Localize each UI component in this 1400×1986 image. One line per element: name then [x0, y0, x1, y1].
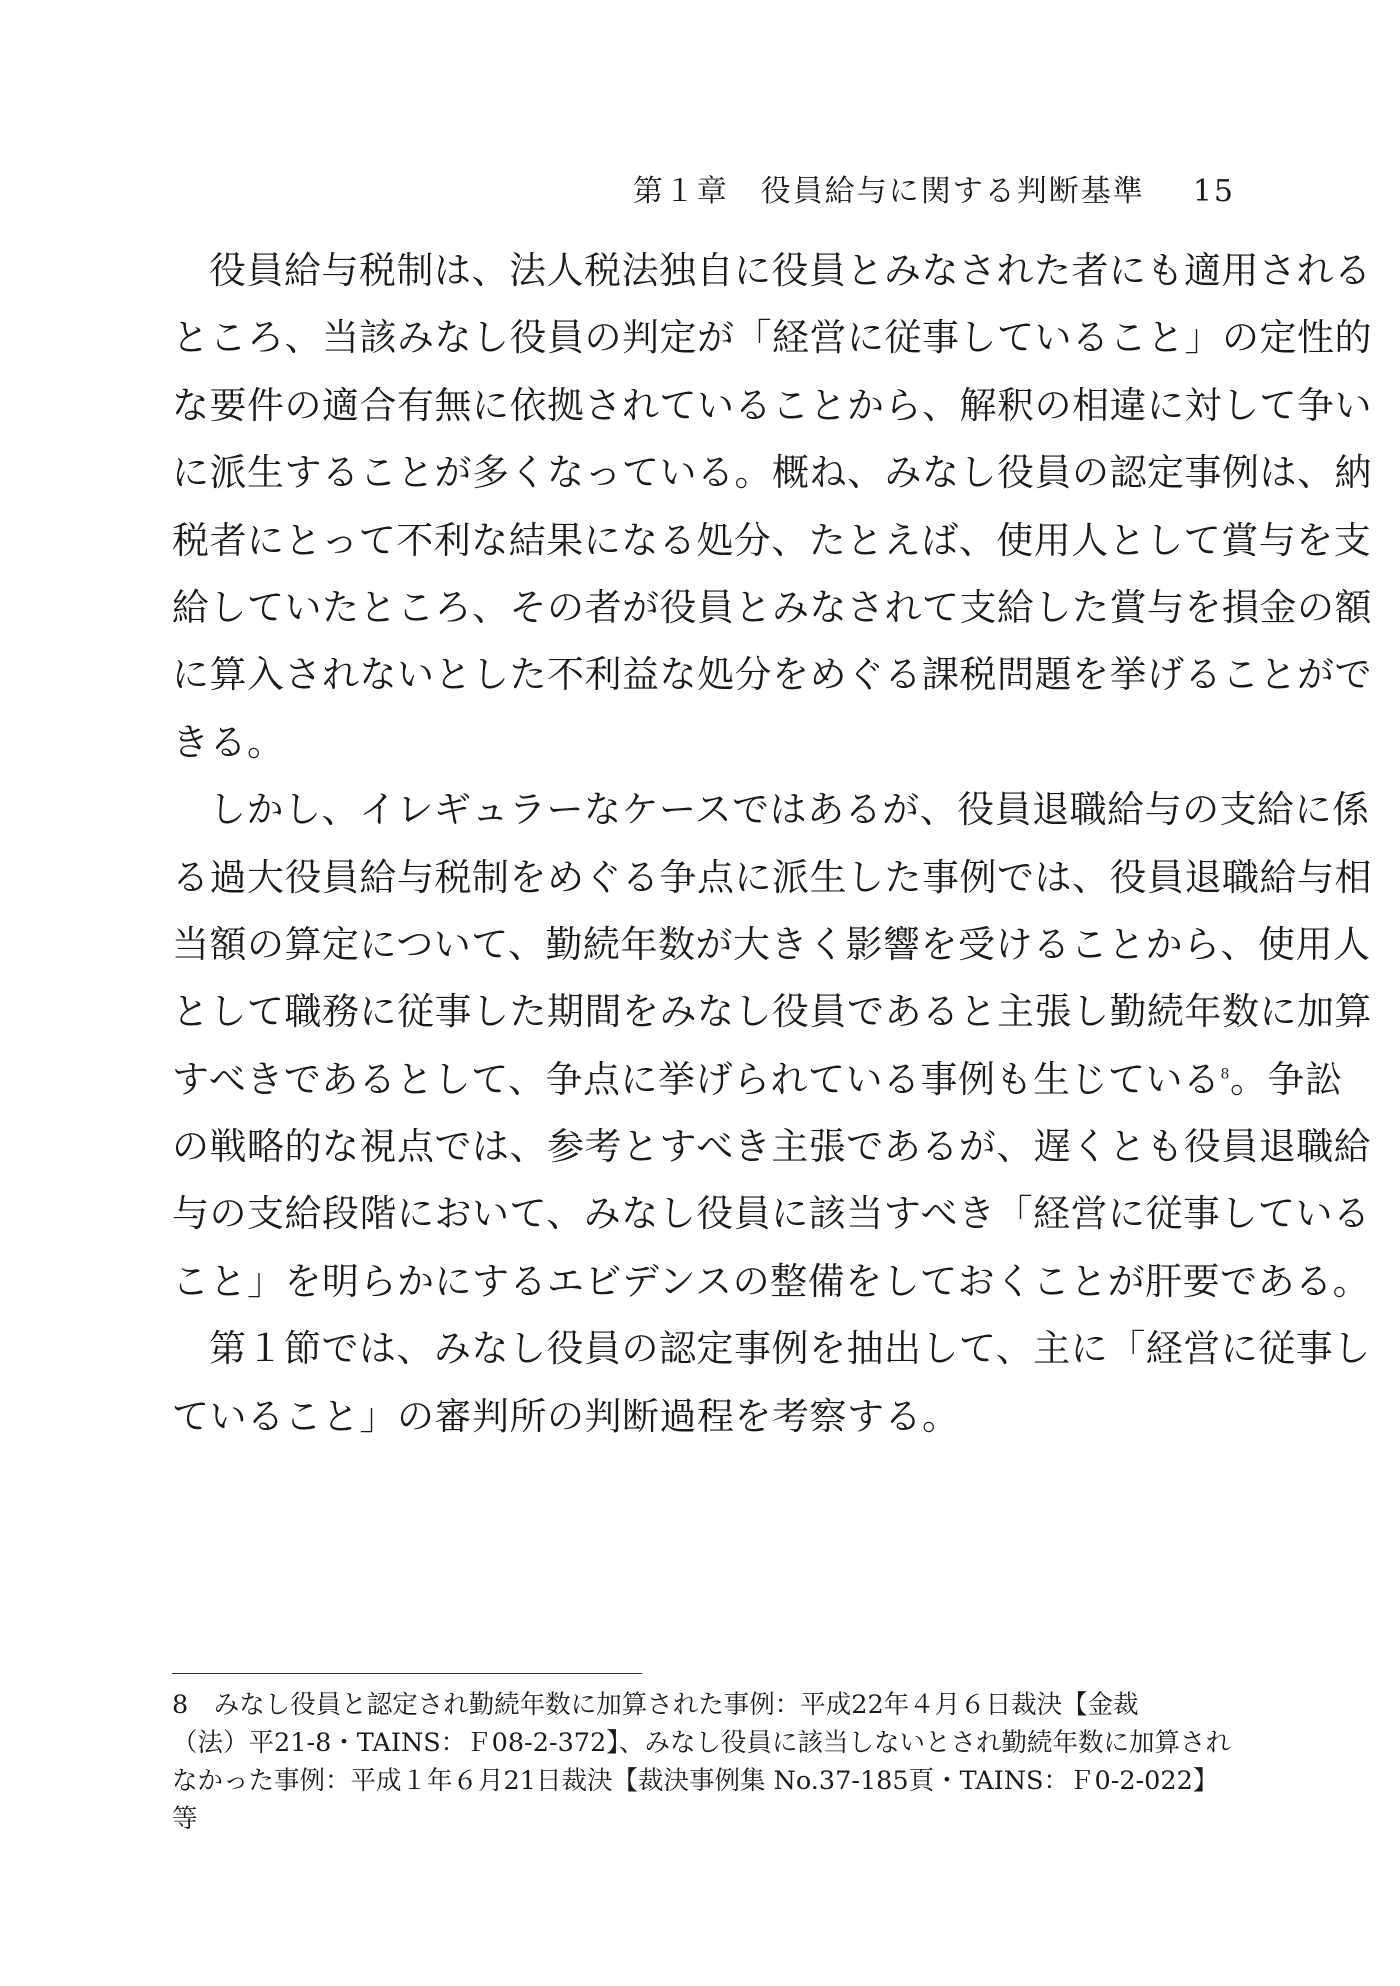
body-text: [172, 237, 1372, 1450]
paragraph-1-line: に派生することが多くなっている。概ね、みなし役員の認定事例は、納: [172, 451, 1372, 495]
running-header: [633, 166, 1235, 210]
paragraph-2-line-with-footnote: [172, 1046, 1343, 1113]
paragraph-1-line: 役員給与税制は、法人税法独自に役員とみなされた者にも適用される: [209, 249, 1372, 292]
paragraph-3-line: ていること」の審判所の判断過程を考察する。: [172, 1394, 960, 1438]
footnote-reference[interactable]: 8: [1220, 1066, 1230, 1083]
paragraph-1-line: な要件の適合有無に依拠されていることから、解釈の相違に対して争い: [172, 383, 1372, 427]
footnote-line: 等: [172, 1804, 198, 1834]
paragraph-1-line: に算入されないとした不利益な処分をめぐる課税問題を挙げることがで: [172, 653, 1372, 697]
paragraph-2-line: として職務に従事した期間をみなし役員であると主張し勤続年数に加算: [172, 990, 1372, 1034]
paragraph-2-line: 与の支給段階において、みなし役員に該当すべき「経営に従事している: [172, 1192, 1371, 1236]
page-number: 15: [1192, 174, 1235, 209]
paragraph-3-line: 第１節では、みなし役員の認定事例を抽出して、主に「経営に従事し: [209, 1327, 1371, 1371]
paragraph-2-line: る過大役員給与税制をめぐる争点に派生した事例では、役員退職給与相: [172, 855, 1372, 899]
footnote-line: （法）平21-8・TAINS：Ｆ08-2-372】、みなし役員に該当しないとされ勤続年数に加算され: [172, 1728, 1231, 1758]
footnote: [172, 1686, 1242, 1838]
paragraph-2-line: 当額の算定について、勤続年数が大きく影響を受けることから、使用人: [172, 922, 1371, 966]
paragraph-1-line: 税者にとって不利な結果になる処分、たとえば、使用人として賞与を支: [172, 518, 1372, 562]
footnote-divider: [172, 1673, 642, 1674]
paragraph-1-line: 給していたところ、その者が役員とみなされて支給した賞与を損金の額: [172, 585, 1372, 629]
paragraph-2-line: しかし、イレギュラーなケースではあるが、役員退職給与の支給に係: [209, 788, 1370, 832]
paragraph-2-line-text: すべきであるとして、争点に挙げられている事例も生じている: [172, 1057, 1221, 1101]
paragraph-1-line: ところ、当該みなし役員の判定が「経営に従事していること」の定性的: [172, 316, 1372, 360]
footnote-line: 8 みなし役員と認定され勤続年数に加算された事例：平成22年４月６日裁決【金裁: [172, 1690, 1139, 1720]
chapter-title: 第１章 役員給与に関する判断基準: [632, 174, 1145, 209]
paragraph-1-line: きる。: [172, 720, 285, 764]
paragraph-2-line: こと」を明らかにするエビデンスの整備をしておくことが肝要である。: [172, 1259, 1371, 1303]
paragraph-2-line: の戦略的な視点では、参考とすべき主張であるが、遅くとも役員退職給: [172, 1125, 1372, 1169]
footnote-line: なかった事例：平成１年６月21日裁決【裁決事例集 No.37-185頁・TAINS：Ｆ0-2-022】: [172, 1766, 1219, 1796]
paragraph-2-line-tail: 。争訟: [1229, 1057, 1343, 1101]
